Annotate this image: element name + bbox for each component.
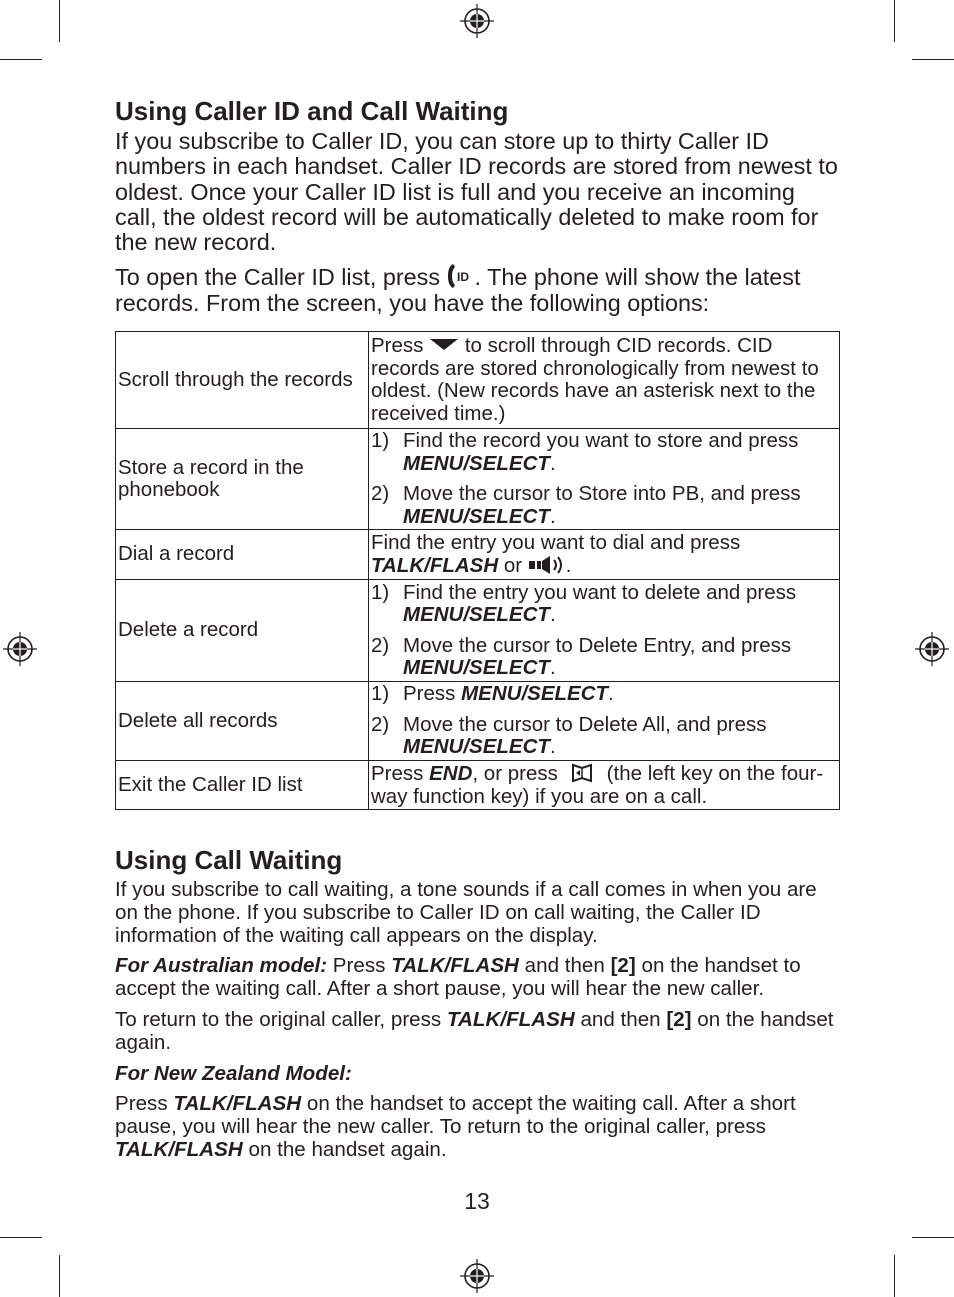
australian-model-instructions: For Australian model: Press TALK/FLASH and then [2] on the handset to accept the waiting call. After a short pause, you will hear the new caller. (115, 954, 801, 1001)
page-number: 13 (464, 1188, 490, 1214)
option-description (369, 682, 840, 761)
table-row (116, 530, 840, 580)
option-description (369, 429, 840, 530)
step: 1) Find the entry you want to delete and press MENU/SELECT. (371, 580, 797, 627)
option-name: Exit the Caller ID list (116, 761, 369, 810)
option-name: Scroll through the records (116, 332, 369, 429)
open-list-instructions (115, 263, 840, 316)
step: 1) Find the record you want to store and press MENU/SELECT. (371, 429, 799, 475)
crop-mark-bottom-right-v (894, 1255, 895, 1297)
new-zealand-model-label: For New Zealand Model: (115, 1061, 352, 1085)
caller-id-key-icon (447, 263, 475, 289)
option-description: Find the entry you want to dial and press TALK/FLASH or . (369, 530, 840, 580)
registration-mark-icon (459, 3, 495, 39)
call-waiting-intro: If you subscribe to call waiting, a tone sounds if a call comes in when you are on the phone. If you subscribe to Caller ID on call waiting, the Caller ID information of the waiting call appears on the display. (115, 878, 817, 947)
option-name: Delete a record (116, 580, 369, 682)
step: 1) Press MENU/SELECT. (371, 682, 614, 706)
table-row (116, 761, 840, 810)
option-name: Store a record in the phonebook (116, 429, 369, 530)
table-row (116, 580, 840, 682)
caller-id-intro: If you subscribe to Caller ID, you can store up to thirty Caller ID numbers in each handset. Caller ID records are stored from newest to oldest. Once your Caller ID list is full and you receive an incoming call, the oldest record will be automatically deleted to make room for the new record. (115, 128, 838, 256)
registration-mark-icon (459, 1258, 495, 1294)
section-title-call-waiting: Using Call Waiting (115, 845, 343, 876)
crop-mark-top-right-h (912, 59, 954, 60)
step: 2) Move the cursor to Delete Entry, and press MENU/SELECT. (371, 633, 792, 680)
option-name: Delete all records (116, 682, 369, 761)
down-arrow-icon (429, 337, 459, 351)
return-to-caller-instructions: To return to the original caller, press TALK/FLASH and then [2] on the handset again. (115, 1008, 834, 1054)
caller-id-options-table (115, 331, 840, 810)
page-content (115, 96, 840, 1162)
option-description (369, 580, 840, 682)
crop-mark-bottom-left-v (59, 1255, 60, 1297)
crop-mark-top-right-v (894, 0, 895, 42)
option-description: Press to scroll through CID records. CID records are stored chronologically from newest to oldest. (New records have an asterisk next to the received time.) (369, 332, 840, 429)
option-name: Dial a record (116, 530, 369, 580)
section-title-caller-id: Using Caller ID and Call Waiting (115, 96, 509, 126)
registration-mark-icon (2, 631, 38, 667)
crop-mark-bottom-left-h (0, 1237, 42, 1238)
option-description: Press END, or press (the left key on the four-way function key) if you are on a call. (369, 761, 840, 810)
table-row (116, 429, 840, 530)
table-row (116, 682, 840, 761)
registration-mark-icon (914, 631, 950, 667)
step: 2) Move the cursor to Store into PB, and press MENU/SELECT. (371, 482, 801, 528)
table-row (116, 332, 840, 429)
crop-mark-top-left-h (0, 59, 42, 60)
crop-mark-top-left-v (59, 0, 60, 42)
new-zealand-model-instructions: Press TALK/FLASH on the handset to accept the waiting call. After a short pause, you will hear the new caller. To return to the original caller, press TALK/FLASH on the handset again. (115, 1092, 796, 1162)
crop-mark-bottom-right-h (912, 1237, 954, 1238)
speaker-icon (528, 555, 566, 575)
step: 2) Move the cursor to Delete All, and press MENU/SELECT. (371, 712, 767, 759)
svg-text:ID: ID (456, 270, 469, 285)
left-softkey-icon (569, 762, 595, 784)
open-list-suffix: . The phone will show the latest records. From the screen, you have the following options: (115, 264, 801, 316)
open-list-prefix: To open the Caller ID list, press (115, 264, 441, 291)
